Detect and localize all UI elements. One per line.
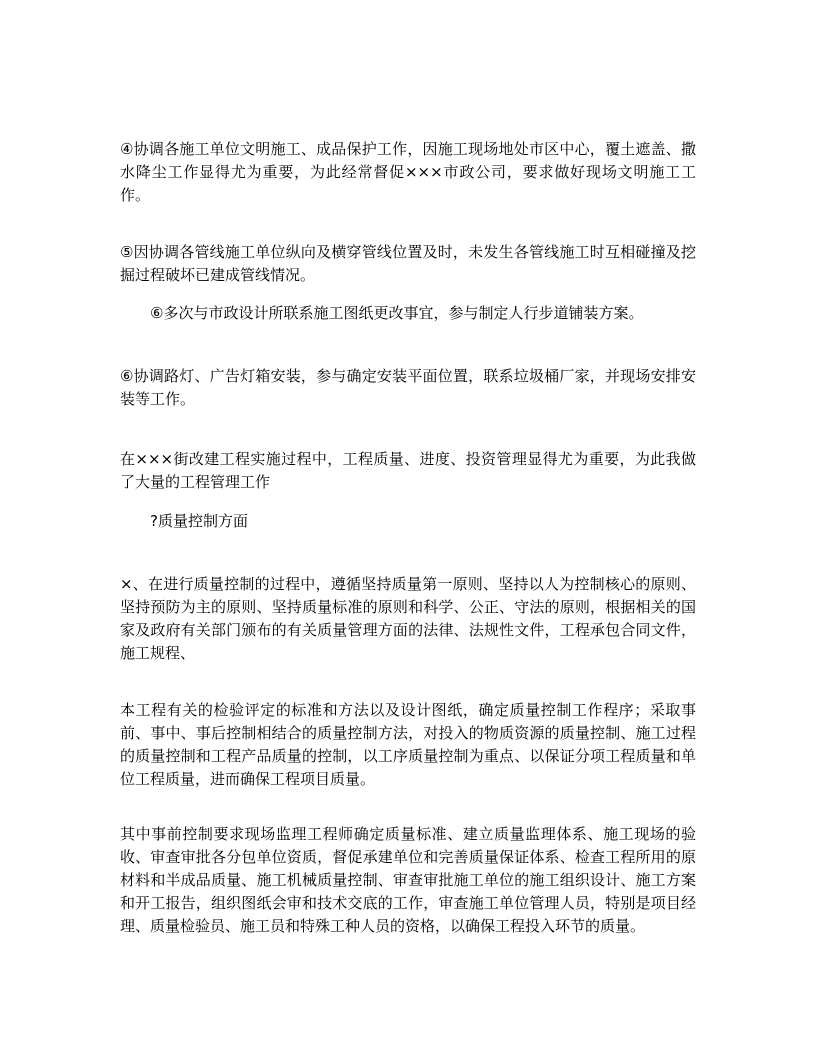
paragraph-quality-principles: ×、在进行质量控制的过程中，遵循坚持质量第一原则、坚持以人为控制核心的原则、坚持预防为主的原则、坚持质量标准的原则和科学、公正、守法的原则，根据相关的国家及政府有关部门颁布的有关质量管理方面的法律、法规性文件，工程承包合同文件，施工规程、 bbox=[120, 575, 696, 662]
paragraph-6-design-changes: ⑥多次与市政设计所联系施工图纸更改事宜，参与制定人行步道铺装方案。 bbox=[150, 304, 644, 322]
paragraph-project-management: 在×××街改建工程实施过程中，工程质量、进度、投资管理显得尤为重要，为此我做了大量的工程管理工作 bbox=[120, 450, 696, 491]
paragraph-4-civilized-construction: ④协调各施工单位文明施工、成品保护工作，因施工现场地处市区中心，覆土遮盖、撒水降尘工作显得尤为重要，为此经常督促×××市政公司，要求做好现场文明施工工作。 bbox=[120, 140, 696, 204]
section-heading-quality-control: ?质量控制方面 bbox=[150, 512, 248, 530]
paragraph-5-pipeline-coordination: ⑤因协调各管线施工单位纵向及横穿管线位置及时，未发生各管线施工时互相碰撞及挖掘过程破坏已建成管线情况。 bbox=[120, 243, 696, 284]
paragraph-pre-control: 其中事前控制要求现场监理工程师确定质量标准、建立质量监理体系、施工现场的验收、审查审批各分包单位资质，督促承建单位和完善质量保证体系、检查工程所用的原材料和半成品质量、施工机械质量控制、审查审批施工单位的施工组织设计、施工方案和开工报告，组织图纸会审和技术交底的工作，审查施工单位管理人员，特别是项目经理、质量检验员、施工员和特殊工种人员的资格，以确保工程投入环节的质量。 bbox=[120, 825, 696, 935]
paragraph-quality-procedure: 本工程有关的检验评定的标准和方法以及设计图纸，确定质量控制工作程序；采取事前、事中、事后控制相结合的质量控制方法，对投入的物质资源的质量控制、施工过程的质量控制和工程产品质量的控制，以工序质量控制为重点、以保证分项工程质量和单位工程质量，进而确保工程项目质量。 bbox=[120, 701, 696, 788]
paragraph-6-lighting-install: ⑥协调路灯、广告灯箱安装，参与确定安装平面位置，联系垃圾桶厂家，并现场安排安装等工作。 bbox=[120, 367, 696, 408]
